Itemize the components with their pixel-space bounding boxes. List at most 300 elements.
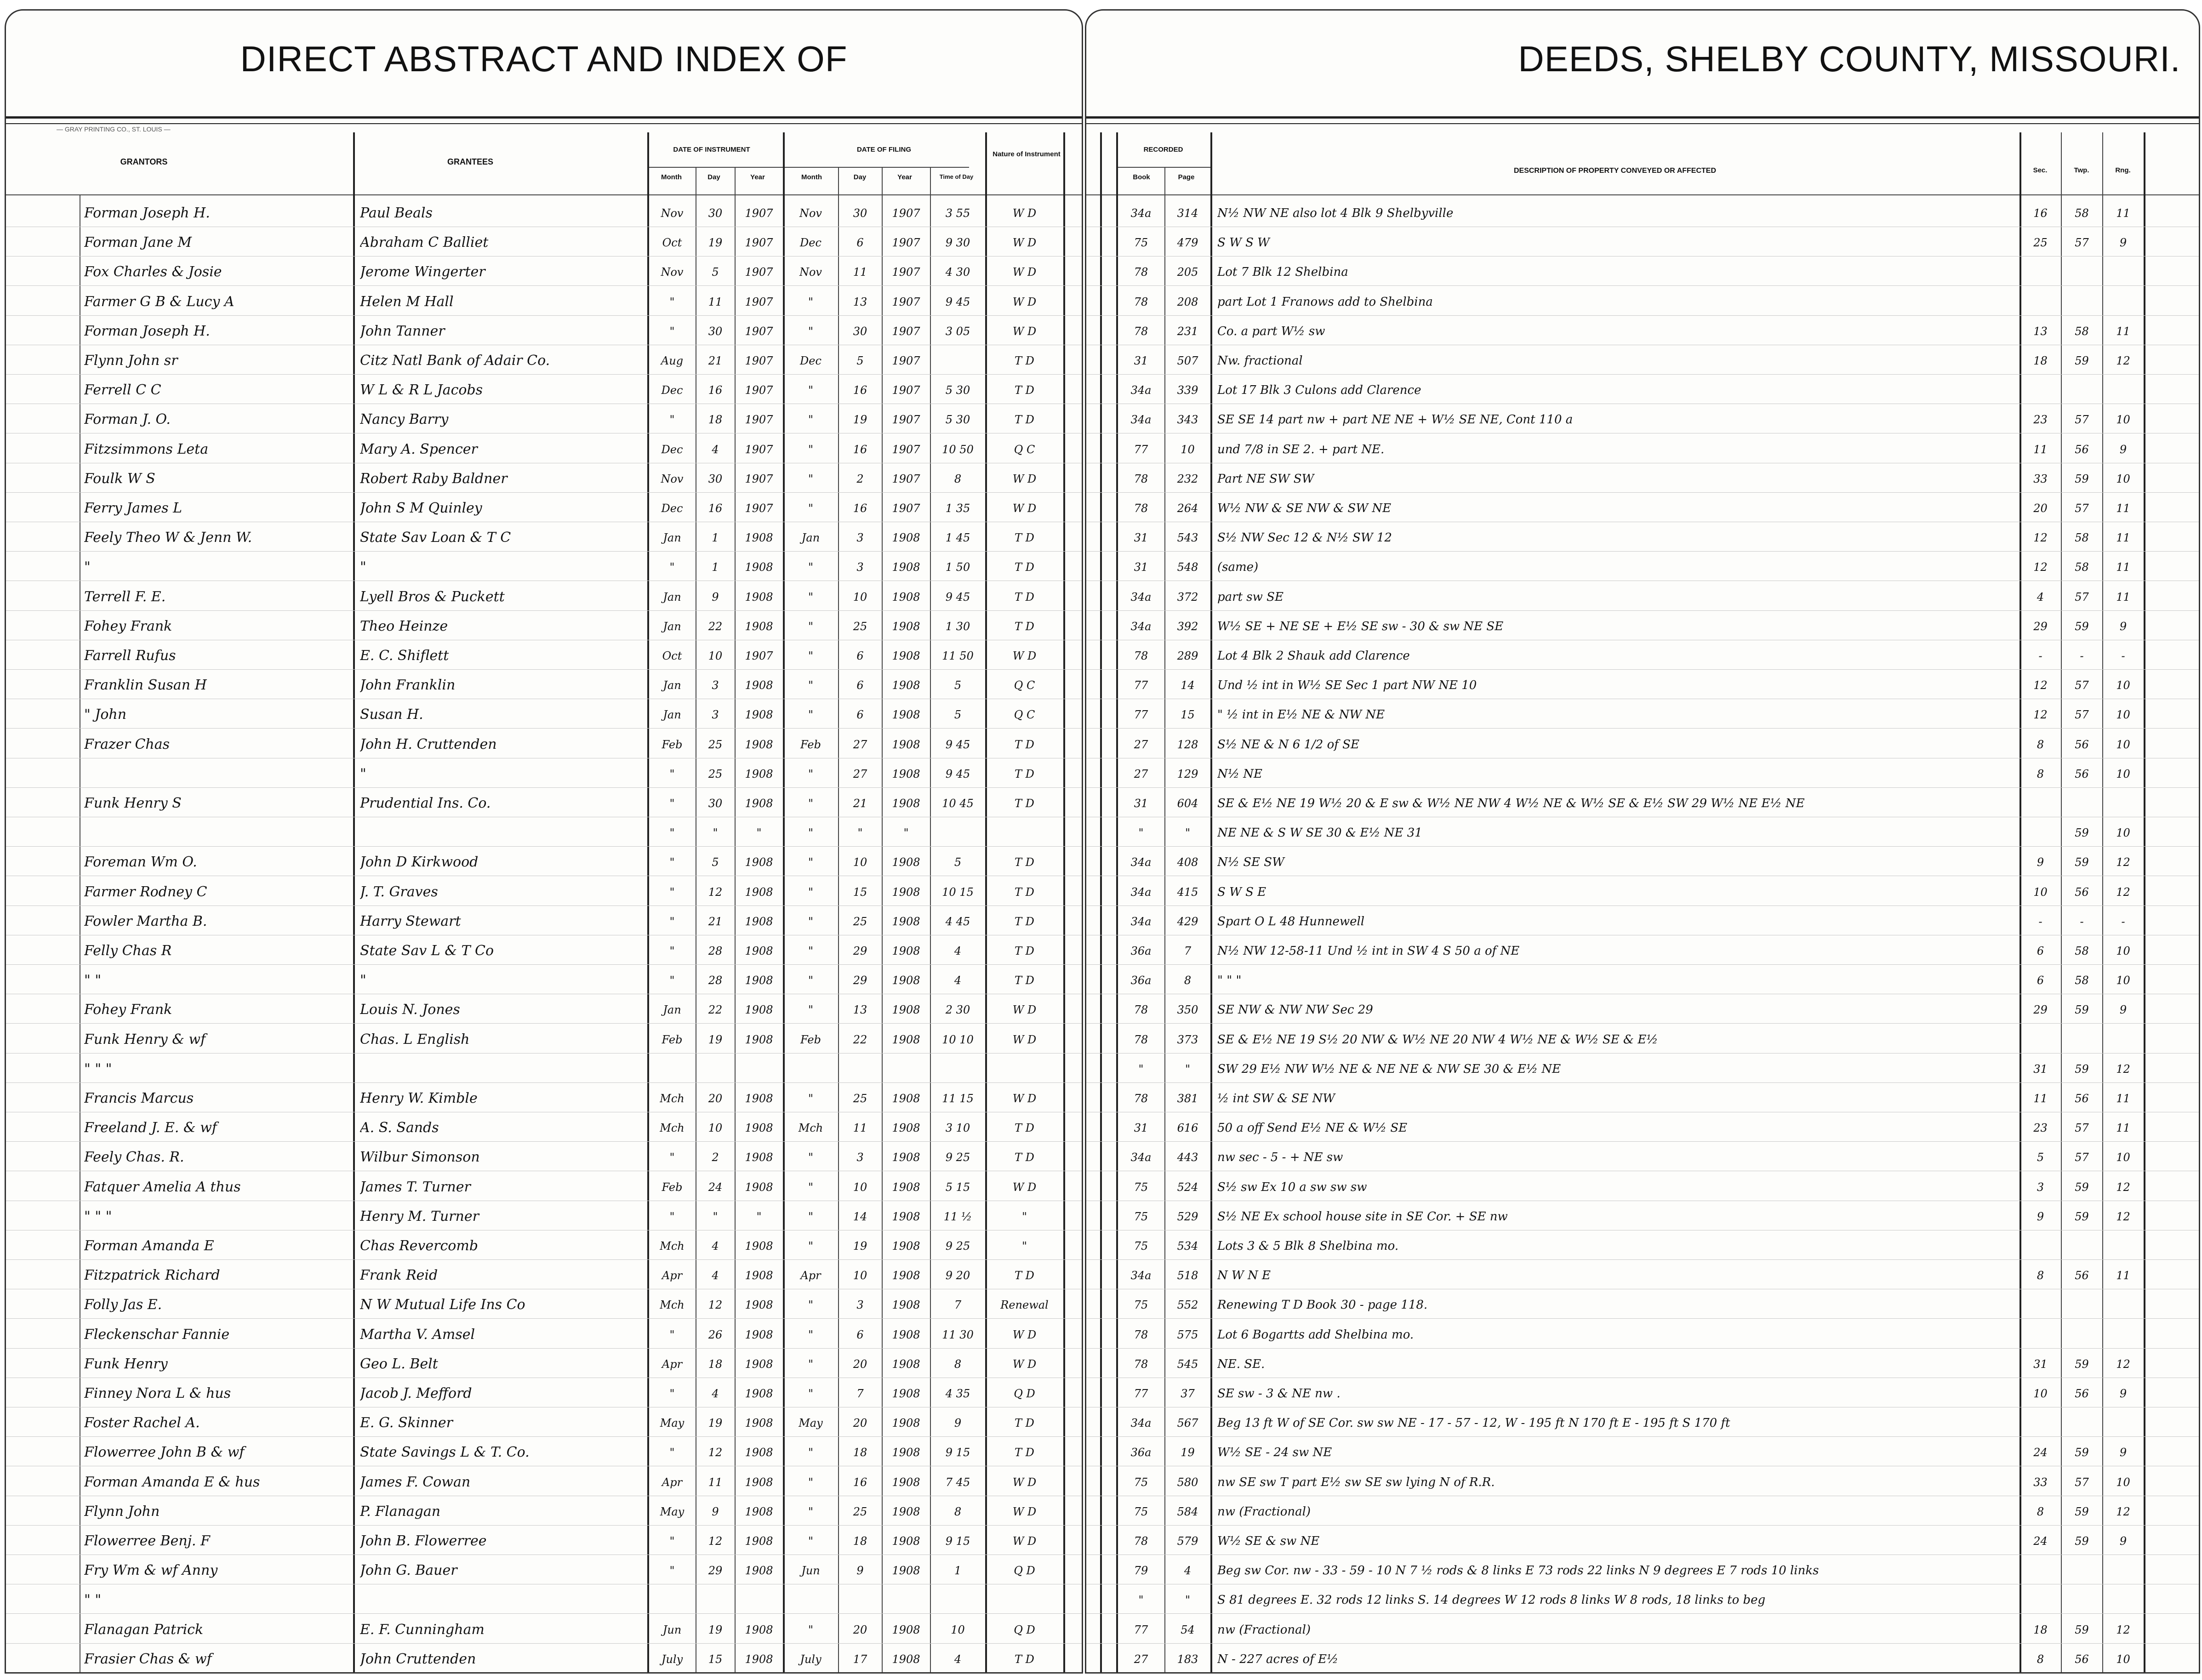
cell-fd: 15 — [853, 886, 867, 899]
cell-grantor: Foster Rachel A. — [84, 1415, 200, 1431]
cell-grantor: " John — [84, 706, 127, 723]
right-ledger-row — [1086, 351, 2199, 370]
cell-book: 34a — [1130, 384, 1152, 397]
cell-im: May — [660, 1505, 685, 1518]
cell-time: 9 15 — [945, 1535, 970, 1548]
cell-id: 5 — [712, 266, 719, 279]
row-rule — [1086, 1053, 2199, 1054]
cell-fm: " — [808, 1092, 814, 1105]
right-ledger-row — [1086, 1059, 2199, 1079]
cell-id: 12 — [708, 1298, 723, 1311]
cell-fy: 1908 — [892, 1358, 920, 1371]
cell-fm: " — [808, 708, 814, 721]
cell-nature: W D — [1012, 1535, 1037, 1548]
cell-im: Jun — [662, 1623, 682, 1636]
grantors-header: GRANTORS — [120, 157, 168, 166]
cell-twp: 56 — [2075, 738, 2089, 751]
right-ledger-row — [1086, 1148, 2199, 1167]
cell-id: 4 — [712, 1269, 719, 1282]
cell-twp: 58 — [2075, 531, 2089, 544]
cell-sec: 24 — [2033, 1535, 2048, 1548]
row-rule — [1086, 551, 2199, 552]
cell-im: " — [669, 1564, 675, 1577]
cell-fd: 10 — [853, 1181, 867, 1194]
cell-book: 78 — [1134, 1033, 1148, 1046]
cell-page: 289 — [1177, 649, 1198, 662]
cell-page: 14 — [1181, 679, 1195, 692]
cell-iy: 1908 — [745, 1122, 773, 1134]
cell-grantee: P. Flanagan — [360, 1503, 441, 1520]
cell-rng: 10 — [2116, 768, 2130, 780]
cell-grantee: John H. Cruttenden — [360, 736, 497, 752]
cell-fd: 16 — [853, 502, 867, 515]
cell-grantee: Susan H. — [360, 706, 423, 723]
cell-page: 529 — [1177, 1210, 1198, 1223]
cell-grantee: Chas Revercomb — [360, 1238, 478, 1254]
left-ledger-row — [6, 941, 1082, 961]
right-ledger-row — [1086, 233, 2199, 252]
cell-iy: " — [756, 1210, 762, 1223]
cell-im: Aug — [661, 354, 684, 367]
cell-sec: 23 — [2033, 1122, 2048, 1134]
column-header-rule — [6, 194, 1082, 195]
cell-iy: 1908 — [745, 1417, 773, 1429]
cell-iy: " — [756, 826, 762, 839]
cell-grantee: " — [360, 559, 366, 575]
cell-fm: " — [808, 384, 814, 397]
row-rule — [6, 1141, 1082, 1142]
cell-desc: N - 227 acres of E½ — [1217, 1652, 1339, 1666]
cell-fy: 1908 — [892, 1092, 920, 1105]
file-month-header: Month — [801, 173, 822, 181]
cell-grantor: Fry Wm & wf Anny — [84, 1562, 218, 1578]
cell-id: 20 — [708, 1092, 723, 1105]
cell-id: 1 — [712, 561, 719, 574]
cell-fm: " — [808, 826, 814, 839]
cell-iy: 1907 — [745, 443, 773, 456]
cell-fd: 3 — [856, 1298, 864, 1311]
cell-rng: 9 — [2119, 236, 2127, 249]
cell-grantee: State Sav L & T Co — [360, 943, 494, 959]
cell-iy: 1908 — [745, 1151, 773, 1164]
cell-book: 78 — [1134, 266, 1148, 279]
cell-fy: 1907 — [892, 266, 920, 279]
cell-id: 28 — [708, 974, 723, 987]
cell-time: 9 30 — [945, 236, 970, 249]
cell-twp: 57 — [2075, 591, 2089, 604]
right-ledger-row — [1086, 1473, 2199, 1492]
cell-desc: Lot 6 Bogartts add Shelbina mo. — [1217, 1328, 1414, 1342]
cell-desc: N½ NW NE also lot 4 Blk 9 Shelbyville — [1217, 206, 1454, 220]
cell-rng: 11 — [2116, 1092, 2130, 1105]
cell-sec: 8 — [2037, 1653, 2044, 1666]
cell-page: 343 — [1177, 413, 1198, 426]
cell-grantee: A. S. Sands — [360, 1120, 439, 1136]
cell-fd: 13 — [853, 1003, 867, 1016]
cell-grantee: Henry W. Kimble — [360, 1090, 478, 1106]
cell-page: 129 — [1177, 768, 1198, 780]
rng-header: Rng. — [2115, 166, 2131, 174]
cell-page: 8 — [1184, 974, 1192, 987]
cell-fd: 6 — [856, 236, 864, 249]
cell-grantee: Louis N. Jones — [360, 1002, 460, 1018]
row-rule — [1086, 1318, 2199, 1319]
cell-desc: Renewing T D Book 30 - page 118. — [1217, 1298, 1428, 1312]
cell-rng: 11 — [2116, 1269, 2130, 1282]
cell-time: 9 45 — [945, 738, 970, 751]
cell-fy: 1908 — [892, 768, 920, 780]
cell-grantee: State Savings L & T. Co. — [360, 1444, 530, 1460]
cell-book: " — [1138, 1594, 1144, 1606]
row-rule — [1086, 1613, 2199, 1614]
cell-grantee: Jerome Wingerter — [360, 264, 485, 280]
cell-iy: 1907 — [745, 413, 773, 426]
cell-iy: 1908 — [745, 1033, 773, 1046]
cell-fm: " — [808, 886, 814, 899]
row-rule — [1086, 1023, 2199, 1024]
cell-desc: S½ sw Ex 10 a sw sw sw — [1217, 1180, 1367, 1194]
cell-desc: " ½ int in E½ NE & NW NE — [1217, 708, 1385, 722]
cell-fy: 1908 — [892, 1417, 920, 1429]
cell-page: 518 — [1177, 1269, 1198, 1282]
cell-id: 3 — [712, 679, 719, 692]
cell-time: 11 50 — [942, 649, 974, 662]
left-ledger-row — [6, 1148, 1082, 1167]
cell-page: 19 — [1181, 1446, 1195, 1459]
cell-rng: 11 — [2116, 1122, 2130, 1134]
column-header-rule — [1086, 194, 2199, 195]
cell-iy: 1908 — [745, 1505, 773, 1518]
cell-grantor: Feely Chas. R. — [84, 1149, 184, 1165]
cell-iy: 1908 — [745, 531, 773, 544]
cell-grantor: Forman Joseph H. — [84, 323, 210, 339]
cell-iy: 1908 — [745, 768, 773, 780]
cell-iy: 1907 — [745, 236, 773, 249]
cell-sec: 3 — [2037, 1181, 2044, 1194]
right-ledger-row — [1086, 1413, 2199, 1433]
cell-page: 231 — [1177, 325, 1198, 338]
cell-fd: 3 — [856, 561, 864, 574]
cell-book: 78 — [1134, 473, 1148, 485]
cell-id: 18 — [708, 1358, 723, 1371]
cell-fm: " — [808, 1328, 814, 1341]
cell-page: " — [1185, 1063, 1191, 1076]
cell-twp: 59 — [2075, 826, 2089, 839]
cell-id: 25 — [708, 738, 723, 751]
cell-fd: 13 — [853, 296, 867, 308]
cell-sec: 12 — [2033, 679, 2048, 692]
cell-book: 27 — [1134, 768, 1148, 780]
cell-fm: " — [808, 502, 814, 515]
cell-fm: Feb — [800, 1033, 821, 1046]
cell-desc: Beg 13 ft W of SE Cor. sw sw NE - 17 - 57 - 12, W - 195 ft N 170 ft E - 195 ft S 170 ft — [1217, 1416, 1730, 1430]
cell-nature: T D — [1015, 1653, 1034, 1666]
cell-time: 1 45 — [945, 531, 970, 544]
cell-rng: - — [2121, 649, 2125, 662]
cell-iy: 1908 — [745, 1476, 773, 1489]
cell-desc: Beg sw Cor. nw - 33 - 59 - 10 N 7 ½ rods & 8 links E 73 rods 22 links N 9 degrees E 7 rods 10 links — [1217, 1564, 1819, 1577]
cell-iy: 1908 — [745, 797, 773, 810]
left-ledger-row — [6, 1355, 1082, 1374]
cell-nature: W D — [1012, 1505, 1037, 1518]
cell-sec: 23 — [2033, 413, 2048, 426]
left-ledger-row — [6, 617, 1082, 636]
cell-grantee: Lyell Bros & Puckett — [360, 589, 505, 605]
right-ledger-row — [1086, 1207, 2199, 1226]
cell-time: 10 — [951, 1623, 965, 1636]
cell-im: Feb — [662, 1181, 683, 1194]
cell-fd: 3 — [856, 1151, 864, 1164]
cell-iy: 1908 — [745, 1446, 773, 1459]
cell-id: 30 — [708, 797, 723, 810]
cell-twp: 59 — [2075, 1446, 2089, 1459]
cell-iy: 1908 — [745, 1358, 773, 1371]
left-page — [5, 9, 1083, 1674]
cell-fy: 1908 — [892, 1387, 920, 1400]
cell-sec: - — [2038, 649, 2042, 662]
cell-book: " — [1138, 826, 1144, 839]
left-ledger-row — [6, 1000, 1082, 1019]
right-ledger-row — [1086, 262, 2199, 282]
cell-im: Mch — [660, 1240, 685, 1253]
cell-iy: 1907 — [745, 296, 773, 308]
cell-im: Jan — [663, 620, 681, 633]
cell-desc: S W S W — [1217, 236, 1270, 250]
cell-im: " — [669, 1151, 675, 1164]
row-rule — [1086, 315, 2199, 316]
left-ledger-row — [6, 794, 1082, 813]
cell-id: 2 — [712, 1151, 719, 1164]
cell-twp: 59 — [2075, 1003, 2089, 1016]
cell-nature: T D — [1015, 797, 1034, 810]
left-ledger-row — [6, 1295, 1082, 1315]
cell-grantor: Flowerree John B & wf — [84, 1444, 245, 1460]
cell-rng: 12 — [2116, 1063, 2130, 1076]
cell-twp: 56 — [2075, 1653, 2089, 1666]
cell-fy: 1908 — [892, 1298, 920, 1311]
cell-sec: 8 — [2037, 1269, 2044, 1282]
cell-nature: W D — [1012, 236, 1037, 249]
cell-im: " — [669, 768, 675, 780]
cell-nature: W D — [1012, 1328, 1037, 1341]
cell-desc: " " " — [1217, 974, 1242, 987]
left-ledger-row — [6, 322, 1082, 341]
cell-sec: 24 — [2033, 1446, 2048, 1459]
cell-fy: 1908 — [892, 886, 920, 899]
cell-grantor: Forman Joseph H. — [84, 205, 210, 221]
cell-time: 8 — [954, 473, 962, 485]
left-ledger-row — [6, 351, 1082, 370]
inst-month-header: Month — [661, 173, 682, 181]
cell-rng: 10 — [2116, 413, 2130, 426]
right-ledger-row — [1086, 528, 2199, 547]
cell-im: " — [669, 974, 675, 987]
cell-fy: 1908 — [892, 1122, 920, 1134]
cell-fy: 1908 — [892, 1269, 920, 1282]
left-ledger-row — [6, 705, 1082, 724]
right-ledger-row — [1086, 617, 2199, 636]
cell-book: 31 — [1134, 531, 1148, 544]
cell-page: 584 — [1177, 1505, 1198, 1518]
cell-time: 7 45 — [945, 1476, 970, 1489]
cell-time: 7 — [954, 1298, 962, 1311]
cell-iy: 1907 — [745, 266, 773, 279]
sec-header: Sec. — [2033, 166, 2048, 174]
cell-book: 78 — [1134, 1358, 1148, 1371]
cell-page: 232 — [1177, 473, 1198, 485]
cell-nature: T D — [1015, 384, 1034, 397]
cell-id: 10 — [708, 1122, 723, 1134]
cell-page: 205 — [1177, 266, 1198, 279]
right-ledger-row — [1086, 1295, 2199, 1315]
cell-fd: 11 — [853, 266, 867, 279]
cell-fm: " — [808, 1240, 814, 1253]
row-rule — [6, 1348, 1082, 1349]
cell-desc: SE SE 14 part nw + part NE NE + W½ SE NE, Cont 110 a — [1217, 413, 1573, 427]
cell-page: 183 — [1177, 1653, 1198, 1666]
cell-twp: 57 — [2075, 1151, 2089, 1164]
right-ledger-row — [1086, 292, 2199, 312]
row-rule — [1086, 1259, 2199, 1260]
cell-sec: 9 — [2037, 1210, 2044, 1223]
cell-fd: 11 — [853, 1122, 867, 1134]
cell-time: 9 25 — [945, 1240, 970, 1253]
right-ledger-row — [1086, 499, 2199, 518]
left-ledger-row — [6, 1118, 1082, 1138]
cell-twp: 56 — [2075, 1269, 2089, 1282]
cell-nature: Q C — [1014, 708, 1035, 721]
row-rule — [6, 285, 1082, 286]
left-ledger-row — [6, 1030, 1082, 1049]
cell-sec: 33 — [2033, 473, 2048, 485]
cell-grantee: Theo Heinze — [360, 618, 448, 634]
cell-fm: " — [808, 1535, 814, 1548]
cell-page: 381 — [1177, 1092, 1198, 1105]
cell-nature: T D — [1015, 531, 1034, 544]
cell-fd: 20 — [853, 1417, 867, 1429]
cell-page: 415 — [1177, 886, 1198, 899]
cell-grantor: Terrell F. E. — [84, 589, 166, 605]
printer-imprint: — GRAY PRINTING CO., ST. LOUIS — — [57, 125, 171, 133]
row-rule — [1086, 374, 2199, 375]
cell-grantor: " " " — [84, 1208, 112, 1224]
cell-grantee: John B. Flowerree — [360, 1533, 487, 1549]
cell-im: Apr — [662, 1358, 683, 1371]
left-ledger-row — [6, 883, 1082, 902]
cell-fd: 29 — [853, 945, 867, 957]
cell-im: Apr — [662, 1476, 683, 1489]
cell-fy: 1908 — [892, 561, 920, 574]
cell-grantee: Nancy Barry — [360, 411, 449, 427]
cell-desc: NE NE & S W SE 30 & E½ NE 31 — [1217, 826, 1422, 840]
cell-fy: 1908 — [892, 797, 920, 810]
right-ledger-row — [1086, 469, 2199, 489]
cell-fm: " — [808, 768, 814, 780]
cell-grantor: Farmer G B & Lucy A — [84, 294, 234, 310]
cell-sec: 12 — [2033, 531, 2048, 544]
cell-sec: 18 — [2033, 354, 2048, 367]
cell-im: Jan — [663, 679, 681, 692]
right-ledger-row — [1086, 941, 2199, 961]
cell-grantee: " — [360, 972, 366, 988]
cell-fd: 2 — [856, 473, 864, 485]
cell-fm: " — [808, 591, 814, 604]
cell-grantor: " " — [84, 972, 102, 988]
row-rule — [1086, 1082, 2199, 1083]
right-ledger-row — [1086, 646, 2199, 666]
cell-grantee: James T. Turner — [360, 1179, 471, 1195]
cell-twp: 59 — [2075, 473, 2089, 485]
cell-page: 580 — [1177, 1476, 1198, 1489]
cell-desc: W½ SE + NE SE + E½ SE sw - 30 & sw NE SE — [1217, 620, 1504, 633]
right-ledger-row — [1086, 587, 2199, 607]
row-rule — [6, 905, 1082, 906]
cell-book: 75 — [1134, 1298, 1148, 1311]
cell-desc: Und ½ int in W½ SE Sec 1 part NW NE 10 — [1217, 678, 1477, 692]
cell-fd: 25 — [853, 620, 867, 633]
cell-fy: 1908 — [892, 1623, 920, 1636]
cell-desc: part Lot 1 Franows add to Shelbina — [1217, 295, 1433, 309]
cell-grantor: Forman Amanda E & hus — [84, 1474, 260, 1490]
cell-fd: 30 — [853, 325, 867, 338]
cell-page: " — [1185, 826, 1191, 839]
cell-desc: N½ NE — [1217, 767, 1262, 781]
cell-fd: 17 — [853, 1653, 867, 1666]
cell-grantee: Prudential Ins. Co. — [360, 795, 491, 811]
cell-fy: 1908 — [892, 1564, 920, 1577]
cell-rng: 10 — [2116, 679, 2130, 692]
left-ledger-row — [6, 823, 1082, 843]
left-page-title: DIRECT ABSTRACT AND INDEX OF — [240, 39, 848, 79]
cell-iy: 1908 — [745, 915, 773, 928]
cell-sec: 6 — [2037, 974, 2044, 987]
cell-page: 264 — [1177, 502, 1198, 515]
cell-grantor: Ferry James L — [84, 500, 183, 516]
cell-rng: 11 — [2116, 561, 2130, 574]
cell-fy: 1908 — [892, 1033, 920, 1046]
cell-fd: 5 — [856, 354, 864, 367]
cell-page: 616 — [1177, 1122, 1198, 1134]
cell-grantee: Abraham C Balliet — [360, 234, 489, 251]
cell-time: 9 45 — [945, 591, 970, 604]
cell-fm: Apr — [800, 1269, 821, 1282]
cell-im: " — [669, 797, 675, 810]
cell-fm: " — [808, 1210, 814, 1223]
cell-desc: NE. SE. — [1217, 1357, 1265, 1371]
cell-desc: SE & E½ NE 19 W½ 20 & E sw & W½ NE NW 4 W½ NE & W½ SE & E½ SW 29 W½ NE E½ NE — [1217, 797, 1805, 810]
cell-iy: 1908 — [745, 679, 773, 692]
file-year-header: Year — [897, 173, 912, 181]
cell-iy: 1907 — [745, 502, 773, 515]
cell-twp: 59 — [2075, 1535, 2089, 1548]
cell-sec: 6 — [2037, 945, 2044, 957]
cell-id: 15 — [708, 1653, 723, 1666]
cell-grantor: Fowler Martha B. — [84, 913, 207, 929]
cell-nature: W D — [1012, 1181, 1037, 1194]
cell-grantee: John Tanner — [360, 323, 445, 339]
cell-id: 30 — [708, 473, 723, 485]
row-rule — [1086, 1348, 2199, 1349]
cell-grantee: Jacob J. Mefford — [360, 1385, 472, 1401]
left-ledger-row — [6, 558, 1082, 577]
right-ledger-row — [1086, 705, 2199, 724]
cell-id: 4 — [712, 443, 719, 456]
cell-desc: Lot 17 Blk 3 Culons add Clarence — [1217, 383, 1421, 397]
cell-nature: T D — [1015, 1446, 1034, 1459]
cell-id: " — [713, 826, 718, 839]
cell-desc: nw SE sw T part E½ sw SE sw lying N of R.R. — [1217, 1475, 1495, 1489]
page-header: Page — [1178, 173, 1195, 181]
